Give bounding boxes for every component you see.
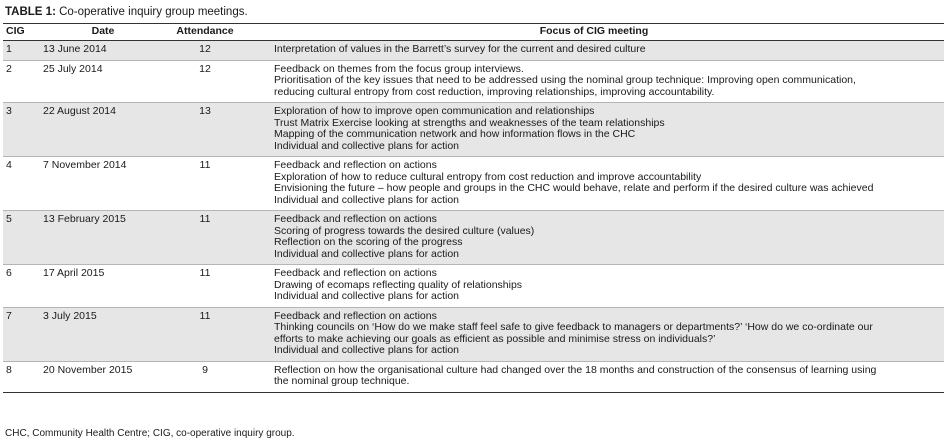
cell-attendance: 9: [202, 363, 208, 376]
cell-attendance: 12: [199, 43, 211, 55]
focus-line: Trust Matrix Exercise looking at strengths and weaknesses of the team relationships: [274, 116, 665, 129]
focus-line: Prioritisation of the key issues that need to be addressed using the nominal group technique: Improving open communication,: [274, 74, 856, 86]
table-caption-label: TABLE 1:: [5, 6, 56, 18]
cell-focus: [244, 157, 944, 211]
cell-attendance: 13: [199, 105, 211, 117]
focus-line: Exploration of how to reduce cultural entropy from cost reduction and improve accountability: [274, 170, 702, 183]
cell-attendance: 11: [199, 213, 211, 225]
focus-line: the nominal group technique.: [274, 375, 410, 387]
cig-meetings-table: [3, 23, 944, 393]
focus-line: Reflection on the scoring of the progress: [274, 236, 463, 248]
cell-attendance: 11: [199, 159, 211, 171]
cell-cig: 6: [6, 267, 12, 279]
focus-line: Scoring of progress towards the desired culture (values): [274, 224, 535, 237]
focus-line: reducing cultural entropy from cost reduction, improving relationships, improving accountability.: [274, 85, 715, 98]
cell-date: 13 February 2015: [43, 213, 126, 225]
cell-attendance: 11: [199, 309, 211, 322]
table-row: [3, 41, 944, 61]
cell-cig: 5: [6, 213, 12, 225]
cell-cig: 7: [6, 309, 12, 322]
cell-date: 20 November 2015: [43, 363, 133, 376]
header-cig: CIG: [6, 25, 25, 38]
table-row: [3, 103, 944, 157]
focus-line: Mapping of the communication network and how information flows in the CHC: [274, 128, 636, 140]
cell-date: 3 July 2015: [43, 309, 97, 322]
cell-focus: [244, 60, 944, 103]
table-body: [3, 41, 944, 393]
cell-cig: 4: [6, 159, 12, 171]
cell-attendance: 12: [199, 62, 211, 75]
table-row: [3, 265, 944, 308]
header-focus: Focus of CIG meeting: [539, 25, 649, 38]
cell-date: 22 August 2014: [43, 105, 116, 117]
cell-focus: [244, 361, 944, 392]
focus-line: Reflection on how the organisational culture had changed over the 18 months and construction of the consensus of learning using: [274, 363, 877, 376]
cell-focus: [244, 103, 944, 157]
table-row: [3, 307, 944, 361]
cell-date: 17 April 2015: [43, 267, 105, 279]
cell-cig: 2: [6, 62, 12, 75]
cell-cig: 1: [6, 43, 12, 55]
cell-date: 25 July 2014: [43, 62, 103, 75]
header-attendance: Attendance: [176, 25, 234, 38]
table-row: [3, 211, 944, 265]
focus-line: Individual and collective plans for action: [274, 193, 460, 206]
cell-date: 13 June 2014: [43, 43, 107, 55]
focus-line: efforts to make achieving our goals as efficient as possible and minimise stress on individuals?’: [274, 332, 716, 345]
table-caption: [5, 5, 248, 19]
cell-focus: [244, 307, 944, 361]
table-header-row: [3, 24, 944, 41]
focus-line: Feedback and reflection on actions: [274, 213, 437, 225]
focus-line: Drawing of ecomaps reflecting quality of relationships: [274, 278, 523, 291]
focus-line: Individual and collective plans for action: [274, 344, 460, 356]
cell-focus: [244, 41, 944, 61]
focus-line: Individual and collective plans for action: [274, 290, 460, 302]
focus-line: Thinking councils on ‘How do we make staff feel safe to give feedback to managers or departments?’ ‘How do we co-ordinate our: [274, 321, 873, 333]
cell-focus: [244, 211, 944, 265]
focus-line: Individual and collective plans for action: [274, 247, 460, 260]
cell-attendance: 11: [199, 267, 211, 279]
table-footnote: CHC, Community Health Centre; CIG, co-operative inquiry group.: [5, 428, 295, 439]
focus-line: Envisioning the future – how people and groups in the CHC would behave, relate and perform if the desired culture was achieved: [274, 182, 874, 194]
table-row: [3, 157, 944, 211]
cell-focus: [244, 265, 944, 308]
focus-line: Feedback and reflection on actions: [274, 267, 437, 279]
header-date: Date: [91, 25, 115, 38]
focus-line: Interpretation of values in the Barrett’s survey for the current and desired culture: [274, 43, 646, 55]
table-row: [3, 361, 944, 392]
focus-line: Exploration of how to improve open communication and relationships: [274, 105, 595, 117]
table-row: [3, 60, 944, 103]
table-caption-text: Co-operative inquiry group meetings.: [55, 6, 248, 18]
cell-cig: 8: [6, 363, 12, 376]
cell-cig: 3: [6, 105, 12, 117]
focus-line: Individual and collective plans for action: [274, 139, 460, 152]
cell-date: 7 November 2014: [43, 159, 127, 171]
focus-line: Feedback on themes from the focus group interviews.: [274, 62, 524, 75]
focus-line: Feedback and reflection on actions: [274, 159, 437, 171]
focus-line: Feedback and reflection on actions: [274, 309, 437, 322]
